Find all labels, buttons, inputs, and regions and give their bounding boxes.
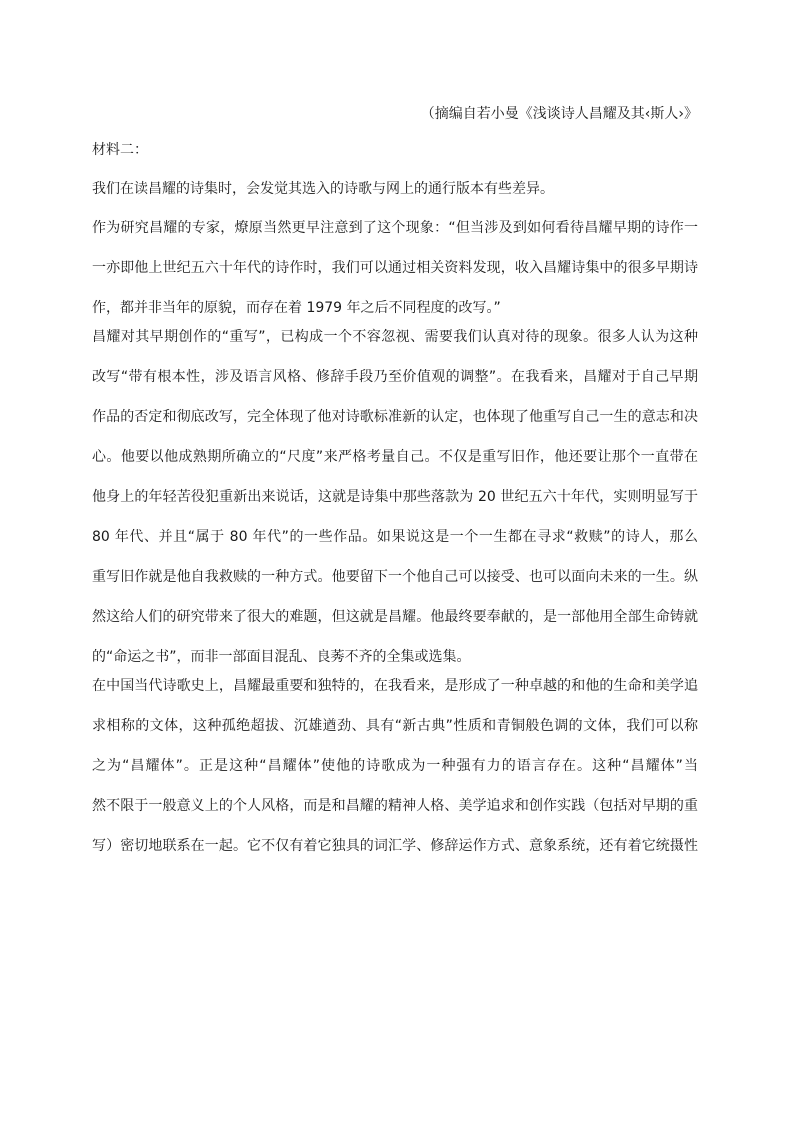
paragraph-line: 改写“带有根本性，涉及语言风格、修辞手段乃至价值观的调整”。在我看来，昌耀对于自己早期 xyxy=(92,369,698,385)
paragraph-line: 作品的否定和彻底改写，完全体现了他对诗歌标准新的认定，也体现了他重写自己一生的意志和决 xyxy=(92,409,698,425)
paragraph-line: 写）密切地联系在一起。它不仅有着它独具的词汇学、修辞运作方式、意象系统，还有着它统摄性 xyxy=(92,838,698,854)
paragraph-line: 一亦即他上世纪五六十年代的诗作时，我们可以通过相关资料发现，收入昌耀诗集中的很多早期诗 xyxy=(92,260,698,276)
intro-sentence: 我们在读昌耀的诗集时，会发觉其选入的诗歌与网上的通行版本有些差异。 xyxy=(92,181,554,197)
paragraph-line: 心。他要以他成熟期所确立的“尺度”来严格考量自己。不仅是重写旧作，他还要让那个一直带在 xyxy=(92,449,698,465)
paragraph-line: 作为研究昌耀的专家，燎原当然更早注意到了这个现象：“但当涉及到如何看待昌耀早期的诗作一 xyxy=(92,220,698,236)
paragraph-line: 他身上的年轻苦役犯重新出来说话，这就是诗集中那些落款为 20 世纪五六十年代，实则明显写于 xyxy=(92,489,698,505)
paragraph-line: 然这给人们的研究带来了很大的难题，但这就是昌耀。他最终要奉献的，是一部他用全部生命铸就 xyxy=(92,609,698,625)
paragraph-line: 求相称的文体，这种孤绝超拔、沉雄遒劲、具有“新古典”性质和青铜般色调的文体，我们可以称 xyxy=(92,718,698,734)
section-heading: 材料二： xyxy=(92,142,148,158)
citation: （摘编自若小曼《浅谈诗人昌耀及其‹斯人›》 xyxy=(420,106,698,122)
paragraph-line: 重写旧作就是他自我救赎的一种方式。他要留下一个他自己可以接受、也可以面向未来的一生。纵 xyxy=(92,569,698,585)
paragraph-line: 然不限于一般意义上的个人风格，而是和昌耀的精神人格、美学追求和创作实践（包括对早期的重 xyxy=(92,798,698,814)
paragraph-line: 80 年代、并且“属于 80 年代”的一些作品。如果说这是一个一生都在寻求“救赎”的诗人，那么 xyxy=(92,529,698,545)
paragraph-3 xyxy=(92,676,698,856)
paragraph-2 xyxy=(92,327,698,667)
paragraph-line: 的“命运之书”，而非一部面目混乱、良莠不齐的全集或选集。 xyxy=(92,649,471,665)
paragraph-line: 在中国当代诗歌史上，昌耀最重要和独特的，在我看来，是形成了一种卓越的和他的生命和美学追 xyxy=(92,678,698,694)
paragraph-line: 昌耀对其早期创作的“重写”，已构成一个不容忽视、需要我们认真对待的现象。很多人认为这种 xyxy=(92,329,698,345)
paragraph-line: 作，都并非当年的原貌，而存在着 1979 年之后不同程度的改写。” xyxy=(92,300,501,316)
paragraph-line: 之为“昌耀体”。正是这种“昌耀体”使他的诗歌成为一种强有力的语言存在。这种“昌耀体”当 xyxy=(92,758,698,774)
document-page xyxy=(92,104,698,876)
paragraph-1 xyxy=(92,218,698,318)
